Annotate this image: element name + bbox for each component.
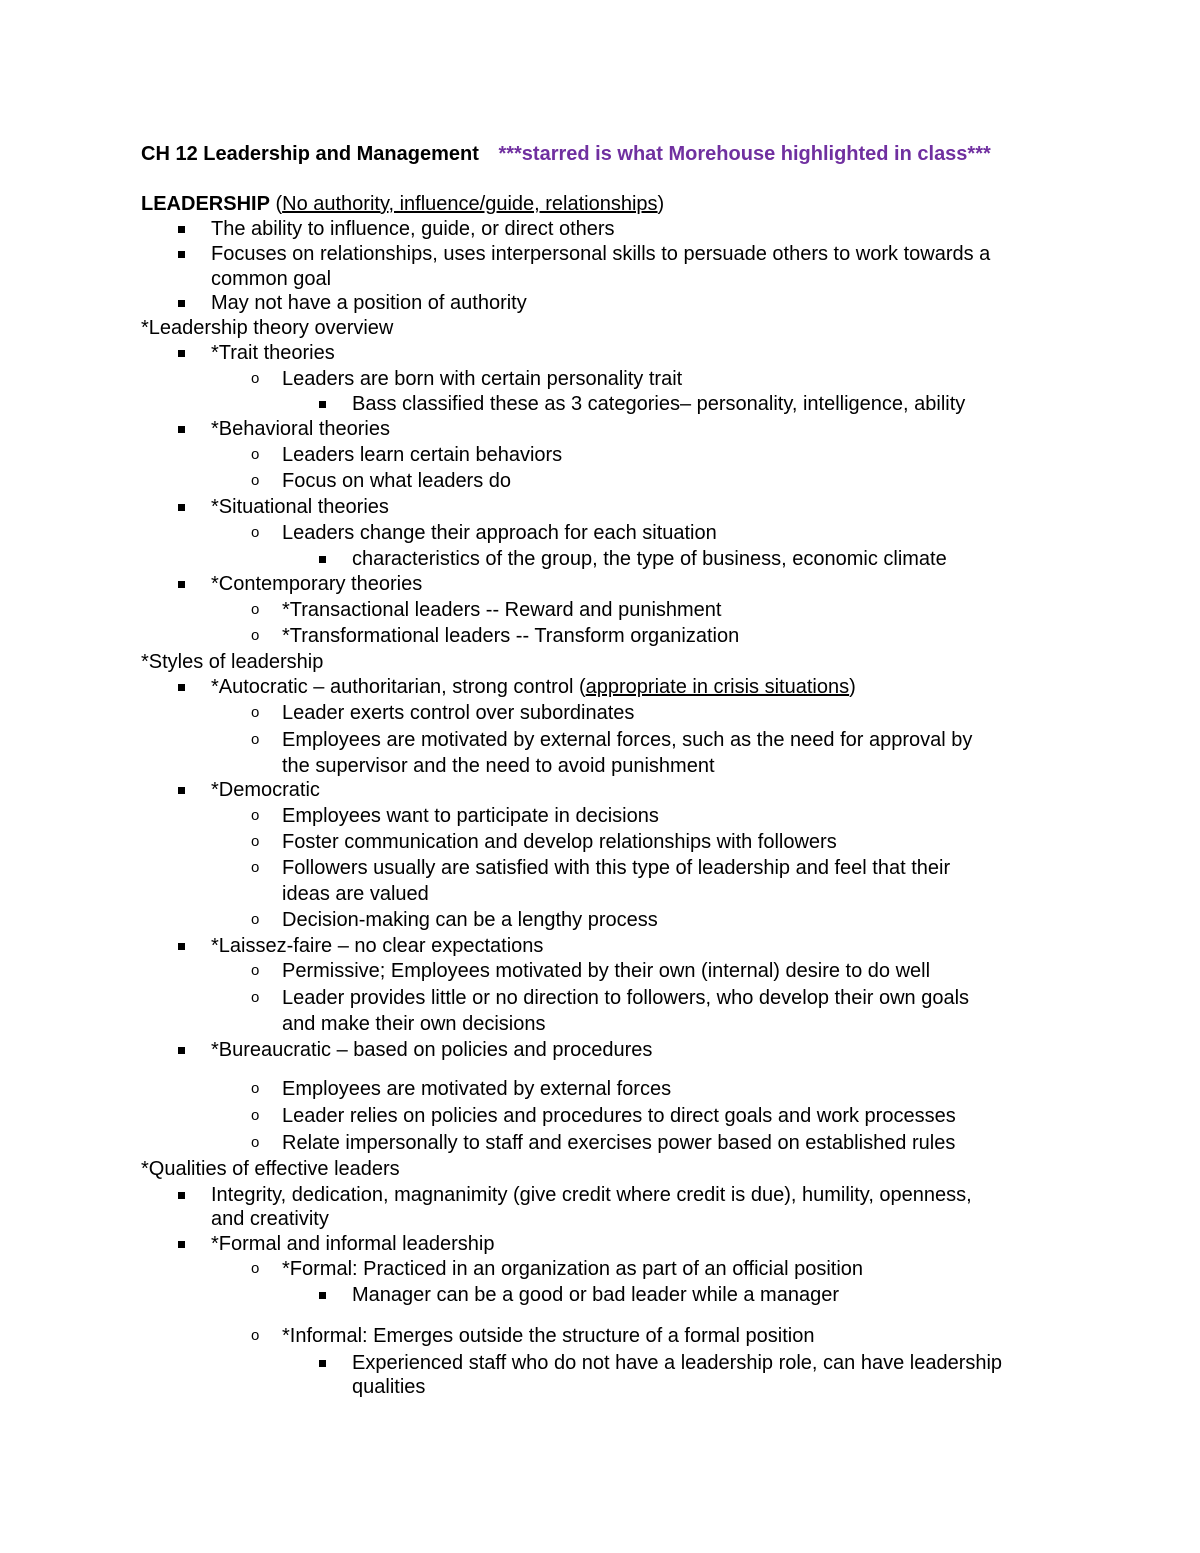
square-bullet-icon <box>178 581 185 588</box>
list-item-continuation: common goal <box>211 268 332 290</box>
list-subitem: Leader exerts control over subordinates <box>282 702 635 724</box>
square-bullet-icon <box>178 684 185 691</box>
list-subitem: *Transformational leaders -- Transform organization <box>282 625 740 647</box>
autocratic-text: *Autocratic – authoritarian, strong control ( <box>211 676 586 698</box>
square-bullet-icon <box>178 251 185 258</box>
list-subitem: Employees are motivated by external forces <box>282 1078 672 1100</box>
section-heading-styles: *Styles of leadership <box>141 651 324 673</box>
list-subsubitem: Manager can be a good or bad leader while a manager <box>352 1284 839 1306</box>
circle-bullet-icon: o <box>251 704 260 721</box>
circle-bullet-icon: o <box>251 1134 260 1151</box>
square-bullet-icon <box>178 1241 185 1248</box>
list-subitem: *Formal: Practiced in an organization as part of an official position <box>282 1258 864 1280</box>
circle-bullet-icon: o <box>251 911 260 928</box>
circle-bullet-icon: o <box>251 601 260 618</box>
square-bullet-icon <box>178 226 185 233</box>
list-subitem-continuation: and make their own decisions <box>282 1013 546 1035</box>
section-heading-qualities: *Qualities of effective leaders <box>141 1158 400 1180</box>
circle-bullet-icon: o <box>251 1080 260 1097</box>
list-item: *Contemporary theories <box>211 573 423 595</box>
circle-bullet-icon: o <box>251 524 260 541</box>
square-bullet-icon <box>319 1292 326 1299</box>
list-subitem: Foster communication and develop relationships with followers <box>282 831 837 853</box>
document-title: CH 12 Leadership and Management <box>141 143 479 165</box>
list-subitem: Leaders learn certain behaviors <box>282 444 563 466</box>
list-item: *Situational theories <box>211 496 389 518</box>
circle-bullet-icon: o <box>251 446 260 463</box>
list-subitem: Followers usually are satisfied with this type of leadership and feel that their <box>282 857 951 879</box>
circle-bullet-icon: o <box>251 859 260 876</box>
square-bullet-icon <box>178 943 185 950</box>
list-subsubitem-continuation: qualities <box>352 1376 426 1398</box>
list-subitem: Leaders are born with certain personality trait <box>282 368 683 390</box>
list-item: Integrity, dedication, magnanimity (give credit where credit is due), humility, openness, <box>211 1184 972 1206</box>
list-item: *Behavioral theories <box>211 418 390 440</box>
autocratic-close: ) <box>849 676 856 698</box>
leadership-paren-open: ( <box>269 193 283 215</box>
square-bullet-icon <box>178 1047 185 1054</box>
circle-bullet-icon: o <box>251 731 260 748</box>
list-item <box>211 674 856 700</box>
square-bullet-icon <box>178 426 185 433</box>
list-item: *Formal and informal leadership <box>211 1233 495 1255</box>
autocratic-underlined: appropriate in crisis situations <box>585 676 850 698</box>
list-subitem: Leader provides little or no direction to followers, who develop their own goals <box>282 987 970 1009</box>
list-subitem: Relate impersonally to staff and exercises power based on established rules <box>282 1132 956 1154</box>
list-subitem: *Informal: Emerges outside the structure of a formal position <box>282 1325 815 1347</box>
circle-bullet-icon: o <box>251 833 260 850</box>
list-subitem: Employees want to participate in decisions <box>282 805 659 827</box>
list-subsubitem: Experienced staff who do not have a leadership role, can have leadership <box>352 1352 1003 1374</box>
circle-bullet-icon: o <box>251 472 260 489</box>
list-subitem: Leaders change their approach for each situation <box>282 522 717 544</box>
list-subsubitem: Bass classified these as 3 categories– personality, intelligence, ability <box>352 393 966 415</box>
list-item: Focuses on relationships, uses interpersonal skills to persuade others to work towards a <box>211 243 991 265</box>
circle-bullet-icon: o <box>251 1327 260 1344</box>
list-item: *Laissez-faire – no clear expectations <box>211 935 544 957</box>
list-subitem-continuation: the supervisor and the need to avoid punishment <box>282 755 715 777</box>
list-subitem: Permissive; Employees motivated by their own (internal) desire to do well <box>282 960 931 982</box>
square-bullet-icon <box>319 556 326 563</box>
list-subitem: Leader relies on policies and procedures to direct goals and work processes <box>282 1105 956 1127</box>
square-bullet-icon <box>178 300 185 307</box>
list-subitem: Employees are motivated by external forces, such as the need for approval by <box>282 729 973 751</box>
list-item-continuation: and creativity <box>211 1208 329 1230</box>
list-subitem: *Transactional leaders -- Reward and punishment <box>282 599 722 621</box>
square-bullet-icon <box>178 1192 185 1199</box>
list-item: *Trait theories <box>211 342 335 364</box>
list-item: *Democratic <box>211 779 320 801</box>
list-item: *Bureaucratic – based on policies and procedures <box>211 1039 653 1061</box>
list-item: The ability to influence, guide, or direct others <box>211 218 615 240</box>
circle-bullet-icon: o <box>251 1107 260 1124</box>
list-subitem: Focus on what leaders do <box>282 470 512 492</box>
circle-bullet-icon: o <box>251 989 260 1006</box>
list-subitem: Decision-making can be a lengthy process <box>282 909 658 931</box>
circle-bullet-icon: o <box>251 962 260 979</box>
leadership-heading-text: LEADERSHIP <box>141 193 270 215</box>
list-item: May not have a position of authority <box>211 292 527 314</box>
list-subitem-continuation: ideas are valued <box>282 883 429 905</box>
section-heading-theory: *Leadership theory overview <box>141 317 394 339</box>
circle-bullet-icon: o <box>251 627 260 644</box>
document-title-line <box>141 141 991 167</box>
square-bullet-icon <box>178 350 185 357</box>
square-bullet-icon <box>319 401 326 408</box>
leadership-summary: No authority, influence/guide, relationships <box>282 193 658 215</box>
highlight-note: ***starred is what Morehouse highlighted in class*** <box>498 143 991 165</box>
leadership-heading <box>141 191 664 217</box>
square-bullet-icon <box>178 504 185 511</box>
circle-bullet-icon: o <box>251 807 260 824</box>
square-bullet-icon <box>178 787 185 794</box>
leadership-paren-close: ) <box>657 193 665 215</box>
circle-bullet-icon: o <box>251 1260 260 1277</box>
circle-bullet-icon: o <box>251 370 260 387</box>
square-bullet-icon <box>319 1360 326 1367</box>
list-subsubitem: characteristics of the group, the type of business, economic climate <box>352 548 947 570</box>
